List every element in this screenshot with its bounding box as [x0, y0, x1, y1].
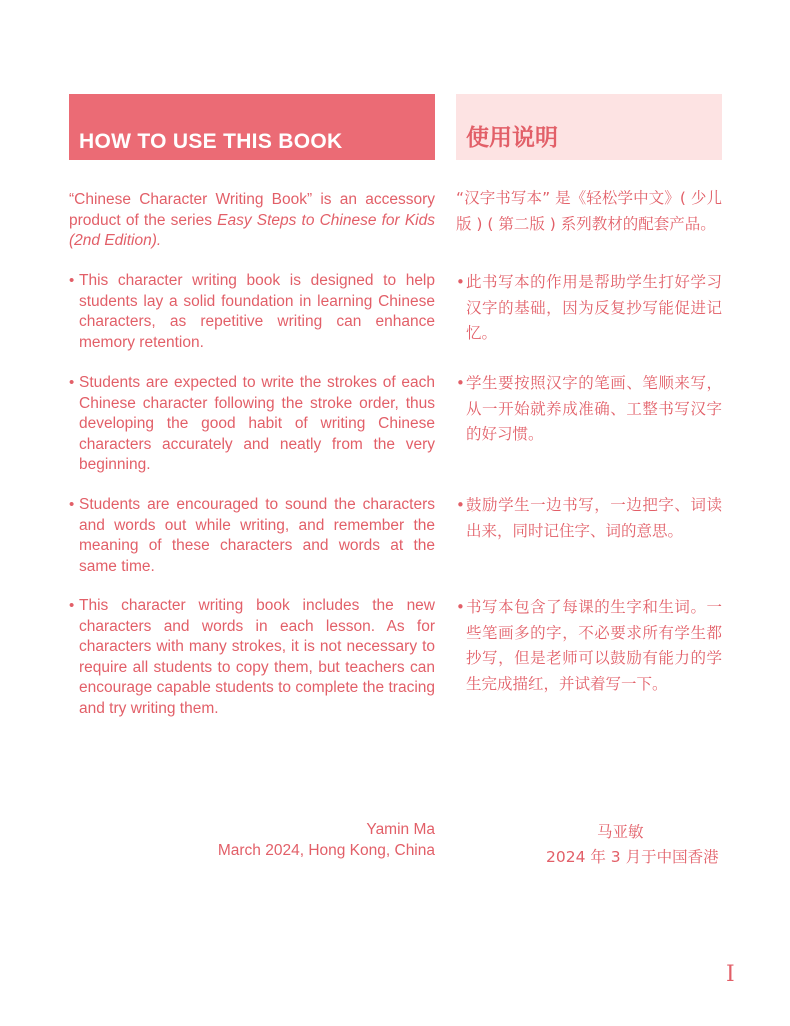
english-bullet-text: Students are encouraged to sound the characters and words out while writing, and remember the meaning of these characters and words at the same time. — [79, 496, 435, 575]
english-bullet-4 — [69, 596, 435, 720]
bullet-dot-icon: • — [69, 496, 75, 513]
english-bullet-text: This character writing book includes the new characters and words in each lesson. As for characters with many strokes, it is not necessary to require all students to copy them, but teachers can encourage capable students to complete the tracing and try writing them. — [79, 597, 435, 717]
bullet-dot-icon: • — [456, 374, 465, 392]
author-date-english: March 2024, Hong Kong, China — [217, 842, 435, 859]
english-intro-text: “Chinese Character Writing Book” is an accessory product of the series — [69, 191, 435, 229]
chinese-header-title: 使用说明 — [466, 125, 558, 151]
english-bullet-text: This character writing book is designed to help students lay a solid foundation in learning Chinese characters, as repetitive writing can enhance memory retention. — [79, 272, 435, 351]
chinese-bullet-3 — [456, 493, 722, 544]
chinese-bullet-text: 学生要按照汉字的笔画、笔顺来写，从一开始就养成准确、工整书写汉字的好习惯。 — [466, 374, 722, 443]
bullet-dot-icon: • — [69, 597, 75, 614]
bullet-dot-icon: • — [456, 496, 465, 514]
english-bullet-1 — [69, 271, 435, 353]
bullet-dot-icon: • — [69, 374, 75, 391]
chinese-bullet-1 — [456, 270, 722, 347]
author-date-chinese: 2024 年 3 月于中国香港 — [546, 848, 719, 866]
chinese-bullet-text: 鼓励学生一边书写，一边把字、词读出来，同时记住字、词的意思。 — [466, 496, 722, 540]
english-header-title: HOW TO USE THIS BOOK — [79, 130, 343, 153]
chinese-bullet-2 — [456, 371, 722, 448]
english-bullet-2 — [69, 373, 435, 476]
english-bullet-3 — [69, 495, 435, 577]
bullet-dot-icon: • — [456, 273, 465, 291]
bullet-dot-icon: • — [69, 272, 75, 289]
author-name-chinese: 马亚敏 — [597, 823, 644, 841]
chinese-bullet-4 — [456, 595, 722, 697]
english-header-banner — [69, 94, 435, 160]
chinese-header-banner — [456, 94, 722, 160]
english-bullet-text: Students are expected to write the strokes of each Chinese character following the stroke order, thus developing the good habit of writing Chinese characters accurately and neatly from the very beginning. — [79, 374, 435, 474]
chinese-intro-paragraph: “汉字书写本” 是《轻松学中文》( 少儿版 ) ( 第二版 ) 系列教材的配套产品。 — [456, 189, 722, 233]
chinese-bullet-text: 书写本包含了每课的生字和生词。一些笔画多的字，不必要求所有学生都抄写，但是老师可以鼓励有能力的学生完成描红，并试着写一下。 — [466, 598, 722, 693]
chinese-bullet-text: 此书写本的作用是帮助学生打好学习汉字的基础，因为反复抄写能促进记忆。 — [466, 273, 722, 342]
author-name-english: Yamin Ma — [366, 821, 435, 838]
bullet-dot-icon: • — [456, 598, 465, 616]
page-number: I — [726, 962, 735, 987]
english-intro-paragraph — [69, 190, 435, 252]
series-title: Easy Steps to Chinese for Kids (2nd Edition). — [69, 211, 435, 250]
